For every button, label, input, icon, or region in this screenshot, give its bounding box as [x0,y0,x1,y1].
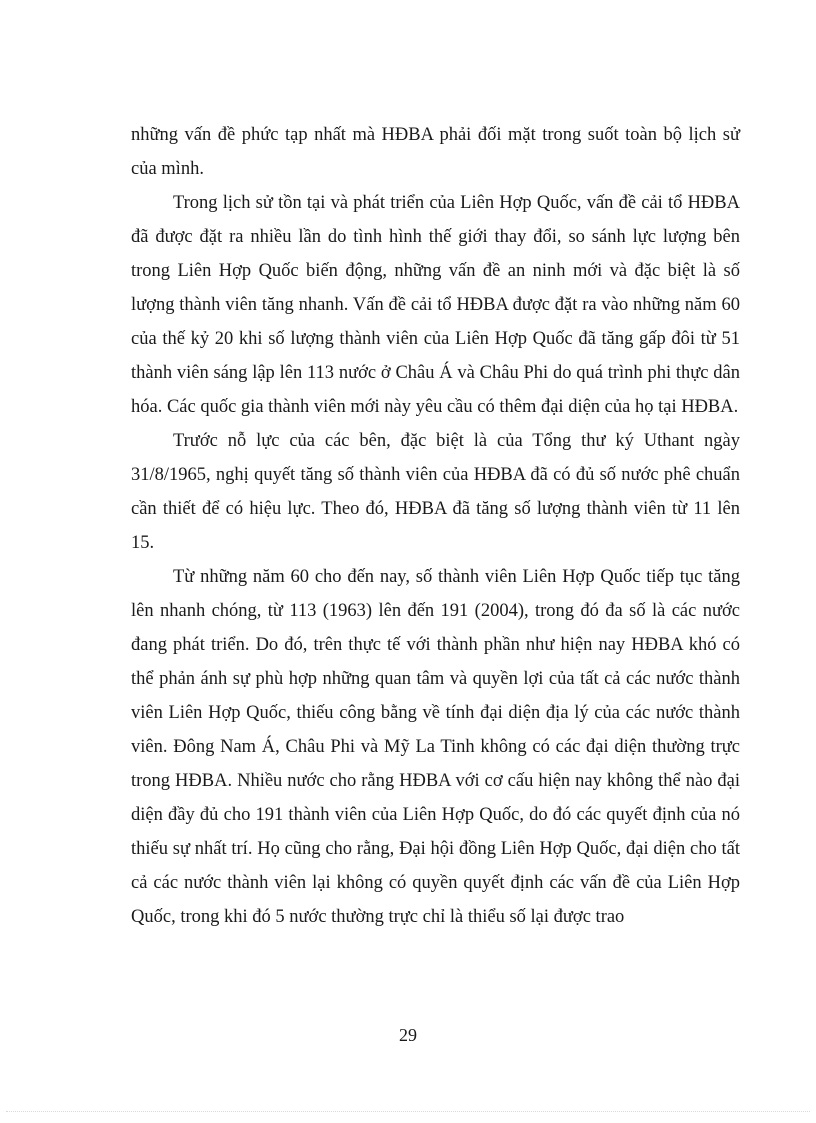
paragraph: Trước nỗ lực của các bên, đặc biệt là của Tổng thư ký Uthant ngày 31/8/1965, nghị quyết tăng số thành viên của HĐBA đã có đủ số nước phê chuẩn cần thiết để có hiệu lực. Theo đó, HĐBA đã tăng số lượng thành viên từ 11 lên 15. [131,431,740,553]
page-number: 29 [399,1025,417,1045]
paragraph: Từ những năm 60 cho đến nay, số thành viên Liên Hợp Quốc tiếp tục tăng lên nhanh chóng, từ 113 (1963) lên đến 191 (2004), trong đó đa số là các nước đang phát triển. Do đó, trên thực tế với thành phần như hiện nay HĐBA khó có thể phản ánh sự phù hợp những quan tâm và quyền lợi của tất cả các nước thành viên Liên Hợp Quốc, thiếu công bằng về tính đại diện địa lý của các nước thành viên. Đông Nam Á, Châu Phi và Mỹ La Tinh không có các đại diện thường trực trong HĐBA. Nhiều nước cho rằng HĐBA với cơ cấu hiện nay không thể nào đại diện đầy đủ cho 191 thành viên của Liên Hợp Quốc, do đó các quyết định của nó thiếu sự nhất trí. Họ cũng cho rằng, Đại hội đồng Liên Hợp Quốc, đại diện cho tất cả các nước thành viên lại không có quyền quyết định các vấn đề của Liên Hợp Quốc, trong khi đó 5 nước thường trực chỉ là thiểu số lại được trao [131,567,740,927]
paragraph-continued: những vấn đề phức tạp nhất mà HĐBA phải đối mặt trong suốt toàn bộ lịch sử của mình. [131,125,740,179]
body-text [131,118,740,934]
paragraph: Trong lịch sử tồn tại và phát triển của Liên Hợp Quốc, vấn đề cải tổ HĐBA đã được đặt ra nhiều lần do tình hình thế giới thay đổi, so sánh lực lượng bên trong Liên Hợp Quốc biến động, những vấn đề an ninh mới và đặc biệt là số lượng thành viên tăng nhanh. Vấn đề cải tổ HĐBA được đặt ra vào những năm 60 của thế kỷ 20 khi số lượng thành viên của Liên Hợp Quốc đã tăng gấp đôi từ 51 thành viên sáng lập lên 113 nước ở Châu Á và Châu Phi do quá trình phi thực dân hóa. Các quốc gia thành viên mới này yêu cầu có thêm đại diện của họ tại HĐBA. [131,193,740,417]
page-bottom-divider [6,1111,810,1112]
